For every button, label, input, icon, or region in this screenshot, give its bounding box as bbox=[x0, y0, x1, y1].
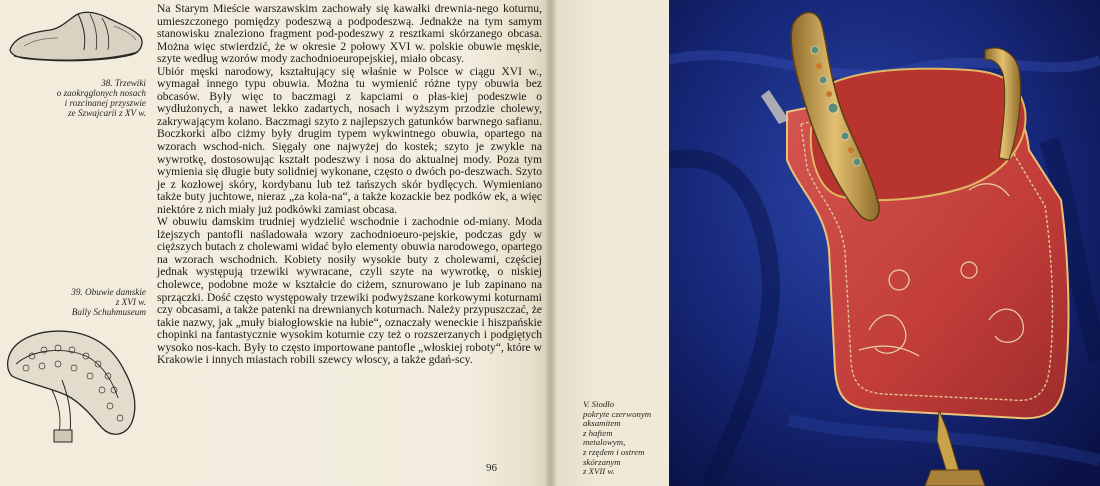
figure-39-caption: 39. Obuwie damskie z XVI w. Bally Schuhmuseum bbox=[71, 287, 146, 317]
paragraph-1: Na Starym Mieście warszawskim zachowały się kawałki drewnia-nego koturnu, umieszczonego pomiędzy podeszwą a podpodeszwą. Jednakże na tym samym stanowisku znaleziono fragment pod-podeszwy z resztkami skórzanego obcasa. Można więc stwierdzić, że w okresie 2 połowy XVI w. polskie obuwie męskie, szyte według wzorów mody zachodnioeuropejskiej, miało obcasy. bbox=[157, 2, 542, 66]
figure-39-shoe-drawing bbox=[2, 320, 144, 450]
book-gutter bbox=[546, 0, 556, 486]
paragraph-2: Ubiór męski narodowy, kształtujący się właśnie w Polsce w ciągu XVI w., wymagał innego typu obuwia. Można tu wymienić różne typy obuwia bez obcasów. Były więc to baczmagi z kapciami o płas-kiej podeszwie o wydłużonych, a nawet lekko zadartych, nosach i wyższym przodzie cholewy, zakrywającym kolano. Baczmagi szyto z najlepszych gatunków barwnego safianu. Boczkorki albo ciżmy były drugim typem wykwintnego obuwia, opartego na wzorach wschod-nich. Sięgały one najwyżej do kostek; szyto je zwykle na wywrotkę, dostosowując kształt podeszwy i nosa do aktualnej mody. Poza tym wymienia się długie buty solidniej wykonane, często o dwóch po-deszwach. Szyto je z kozłowej skóry, kordybanu lub też tańszych skór bydlęcych. Wymieniano także buty juchtowe, nieraz „za kola-na“, a także kozackie bez podków ek, a więc niektóre z nich miały już podkówki zamiast obcasa. bbox=[157, 64, 542, 216]
left-page bbox=[0, 0, 548, 486]
main-text bbox=[157, 3, 542, 367]
paragraph-3: W obuwiu damskim trudniej wydzielić wschodnie i zachodnie od-miany. Moda lżejszych pantofli naśladowała wzory zachodnioeuro-pejskie, podczas gdy w cięższych butach z cholewami widać było elementy obuwia narodowego, opartego na wzorach wschodnich. Kobiety nosiły wysokie buty z cholewami, częściej jednak występują trzewiki wywracane, czyli szyte na wywrotkę, o niskiej cholewce, podobne może w kształcie do ciżem, sznurowano je lub zapinano na sprzączki. Dość często występowały trzewiki podwyższane korkowymi koturnami czy obcasami, a także patenki na drewnianych koturnach. Należy przypuszczać, że takie nazwy, jak „muły białogłowskie na łubie“, oznaczały weneckie i hiszpańskie chopinki na fantastycznie wysokim koturnie czy też o rozszerzanych i podgiętych wysoko nos-kach. Były to często importowane pantofle „włoskiej roboty“, które w Krakowie i innych miastach robili szewcy włoscy, a także gdań-scy. bbox=[157, 215, 542, 367]
saddle-photograph bbox=[669, 0, 1100, 486]
figure-38-shoe-drawing bbox=[4, 6, 146, 68]
figure-38-caption: 38. Trzewiki o zaokrąglonych nosach i rozcinanej przyszwie ze Szwajcarii z XV w. bbox=[56, 78, 146, 118]
page-number: 96 bbox=[486, 462, 497, 474]
plate-caption: V. Siodło pokryte czerwonym aksamitem z haftem metalowym, z rzędem i ostrem skórzanym z XVII w. bbox=[583, 399, 652, 477]
